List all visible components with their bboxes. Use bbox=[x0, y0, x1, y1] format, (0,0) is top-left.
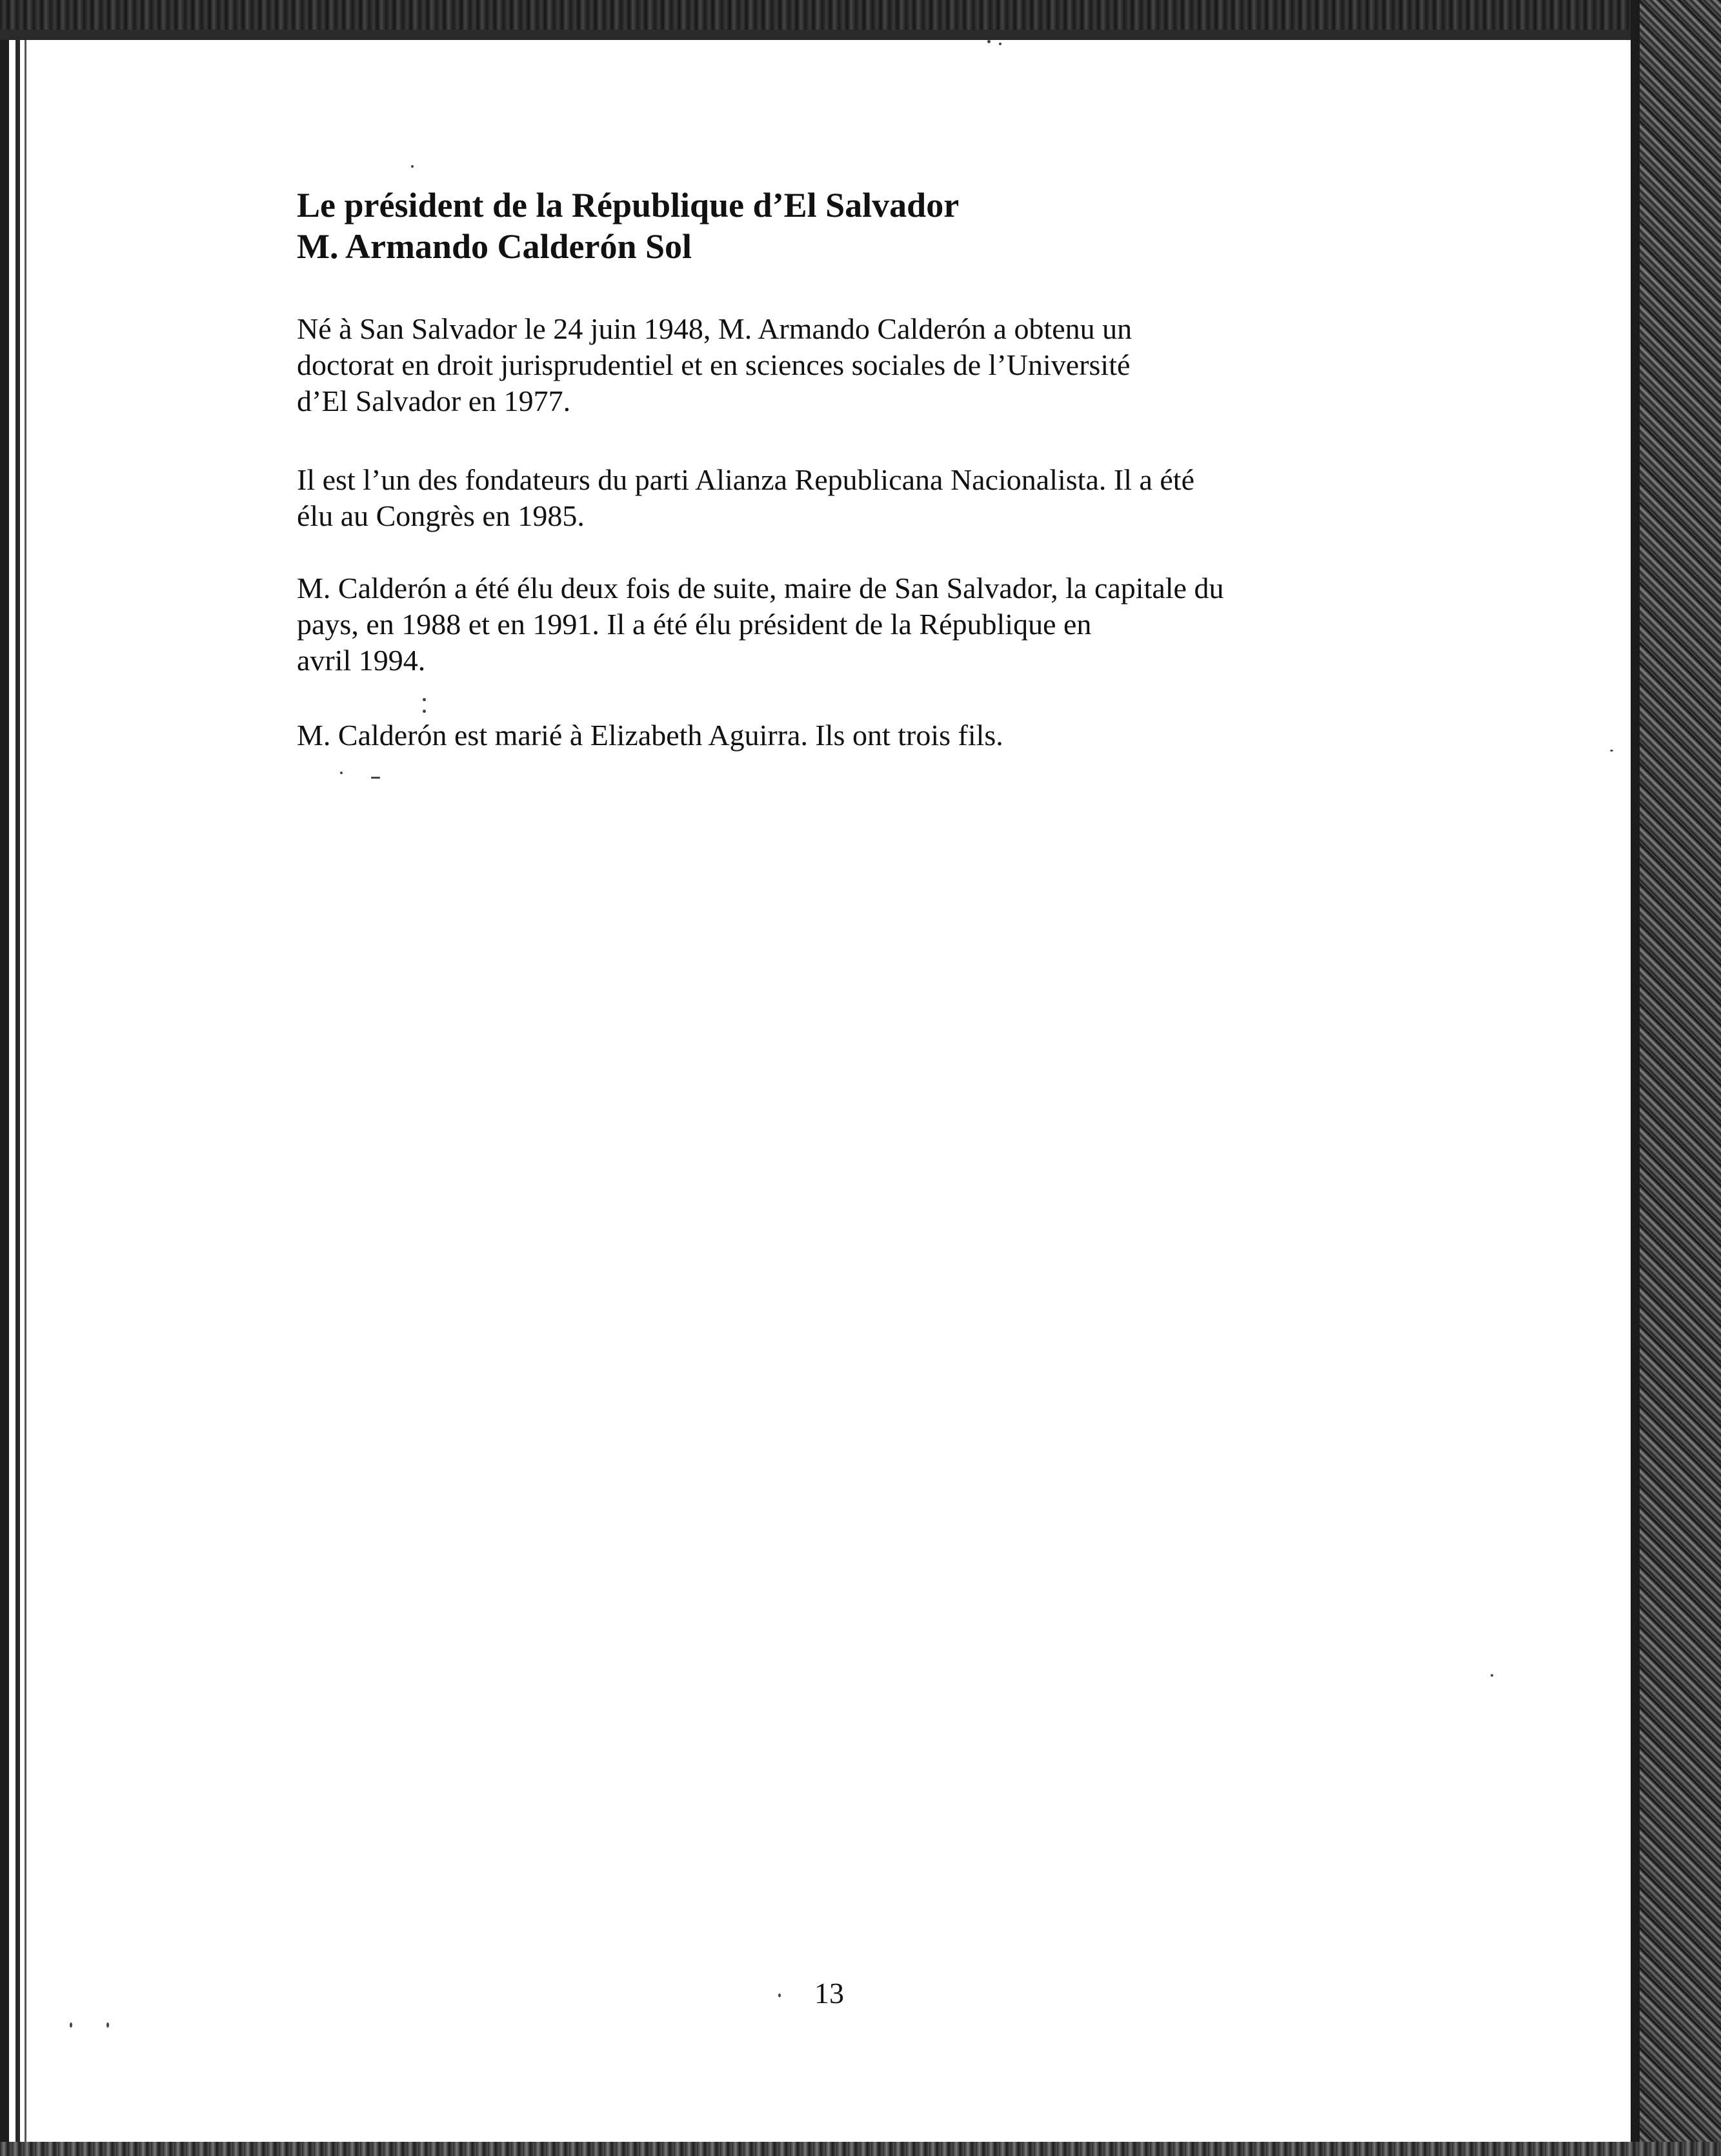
scan-speck bbox=[1491, 1674, 1493, 1677]
paragraph-party bbox=[297, 462, 1194, 534]
text-line: Né à San Salvador le 24 juin 1948, M. Armando Calderón a obtenu un bbox=[297, 312, 1132, 345]
scan-speck bbox=[423, 710, 426, 713]
scan-border-bottom bbox=[0, 2142, 1721, 2156]
scan-speck bbox=[371, 777, 380, 779]
paragraph-career bbox=[297, 570, 1223, 679]
scan-speck bbox=[778, 1993, 781, 1997]
title-line: M. Armando Calderón Sol bbox=[297, 227, 692, 266]
title-line: Le président de la République d’El Salvador bbox=[297, 186, 960, 225]
scan-speck bbox=[411, 165, 414, 168]
text-line: M. Calderón a été élu deux fois de suite, maire de San Salvador, la capitale du bbox=[297, 572, 1224, 604]
paragraph-family bbox=[297, 717, 1003, 754]
text-line: pays, en 1988 et en 1991. Il a été élu président de la République en bbox=[297, 608, 1092, 641]
page-number: 13 bbox=[814, 1977, 844, 2010]
text-line: d’El Salvador en 1977. bbox=[297, 384, 571, 417]
paragraph-birth-education bbox=[297, 311, 1132, 419]
scan-speck bbox=[1610, 750, 1613, 752]
scan-speck bbox=[423, 698, 426, 701]
scan-border-top bbox=[0, 0, 1721, 40]
scan-speck bbox=[987, 40, 991, 43]
page-title bbox=[297, 185, 959, 267]
text-line: élu au Congrès en 1985. bbox=[297, 499, 585, 532]
scan-speck bbox=[340, 772, 343, 774]
scan-border-left-rule bbox=[25, 40, 26, 2142]
scan-border-left-inner bbox=[15, 40, 20, 2142]
scan-speck bbox=[70, 2022, 72, 2028]
scan-border-right bbox=[1631, 0, 1721, 2156]
scan-border-left bbox=[0, 40, 9, 2142]
scan-speck bbox=[106, 2022, 109, 2028]
text-line: avril 1994. bbox=[297, 644, 426, 677]
text-line: Il est l’un des fondateurs du parti Alianza Republicana Nacionalista. Il a été bbox=[297, 463, 1195, 496]
scan-speck bbox=[999, 43, 1001, 45]
text-line: M. Calderón est marié à Elizabeth Aguirra. Ils ont trois fils. bbox=[297, 719, 1003, 752]
text-line: doctorat en droit jurisprudentiel et en sciences sociales de l’Université bbox=[297, 348, 1131, 381]
